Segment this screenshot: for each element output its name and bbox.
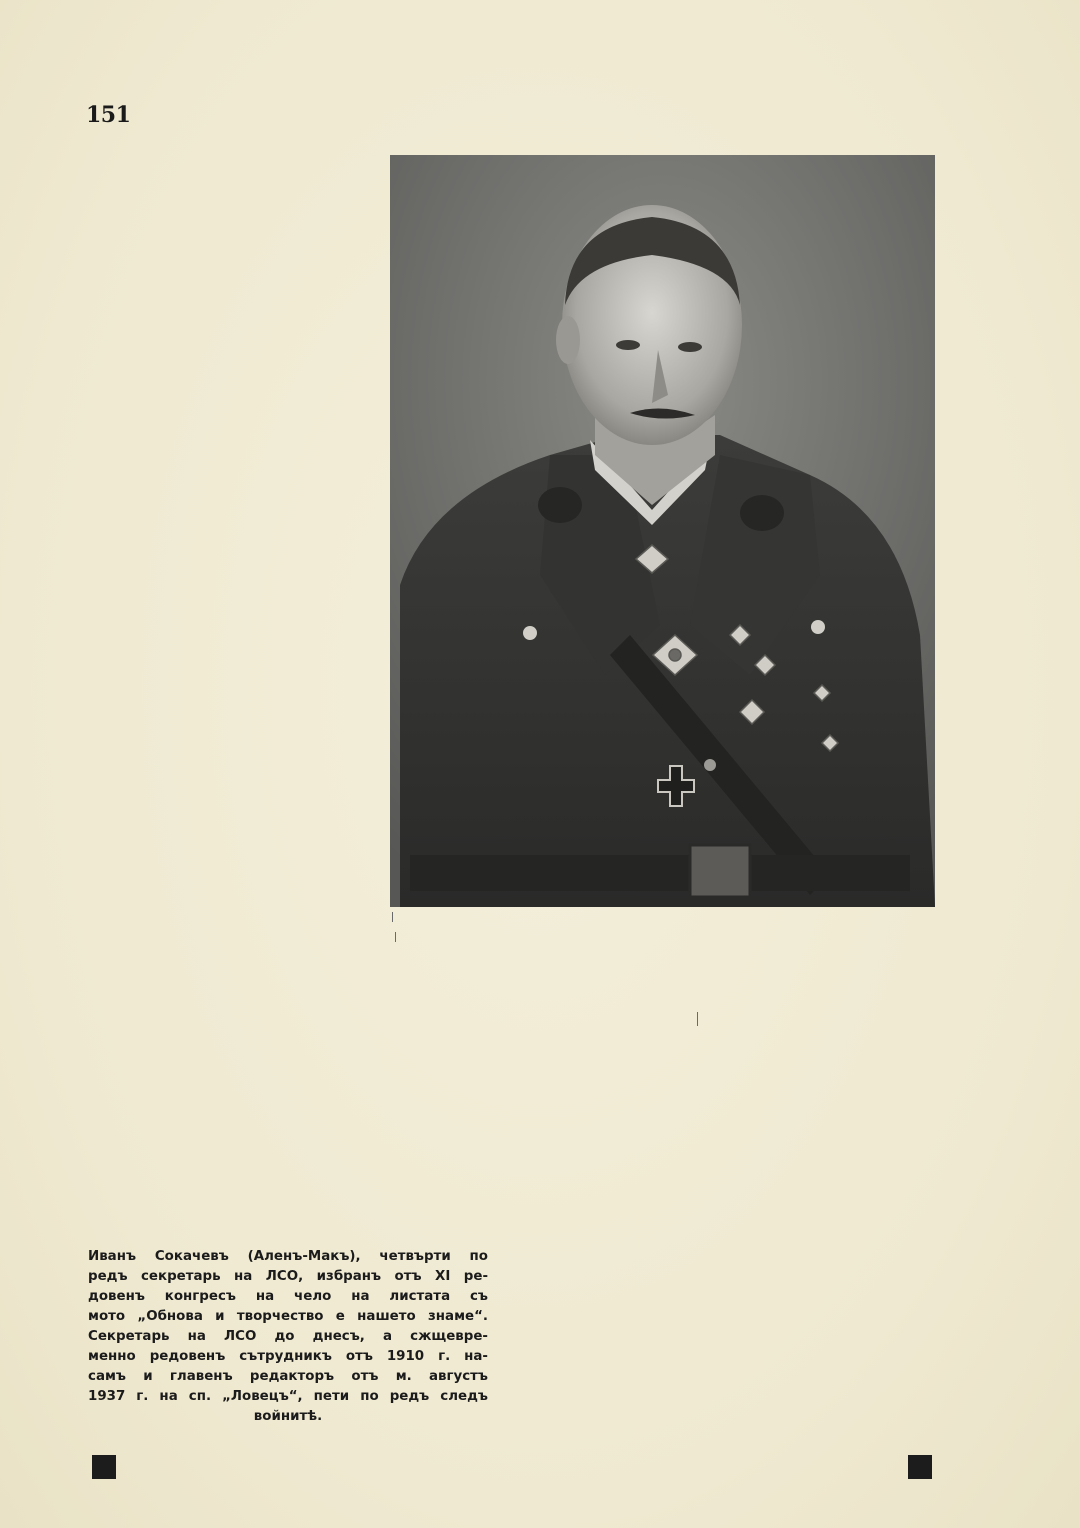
registration-mark-left [92,1455,116,1479]
scan-mark [392,912,393,922]
caption-line: самъ и главенъ редакторъ отъ м. августъ [88,1369,488,1384]
caption-line: Иванъ Сокачевъ (Аленъ-Макъ), четвърти по [88,1249,488,1264]
caption-line: довенъ конгресъ на чело на листата съ [88,1289,488,1304]
caption-line: редъ секретарь на ЛСО, избранъ отъ XI ре- [88,1269,488,1284]
caption-line: 1937 г. на сп. „Ловецъ“, пети по редъ следъ [88,1389,488,1404]
caption-line: Секретарь на ЛСО до днесъ, а сжщевре- [88,1329,488,1344]
page-number: 151 [86,102,131,128]
caption-line: менно редовенъ сътрудникъ отъ 1910 г. на- [88,1349,488,1364]
caption-line: войнитѣ. [253,1409,323,1424]
caption-line: мото „Обнова и творчество е нашето знаме“. [88,1309,488,1324]
portrait-photo [390,155,935,907]
scan-mark [395,932,396,942]
scan-mark [697,1012,698,1026]
registration-mark-right [908,1455,932,1479]
portrait-illustration [390,155,935,907]
photo-caption [88,1247,488,1427]
